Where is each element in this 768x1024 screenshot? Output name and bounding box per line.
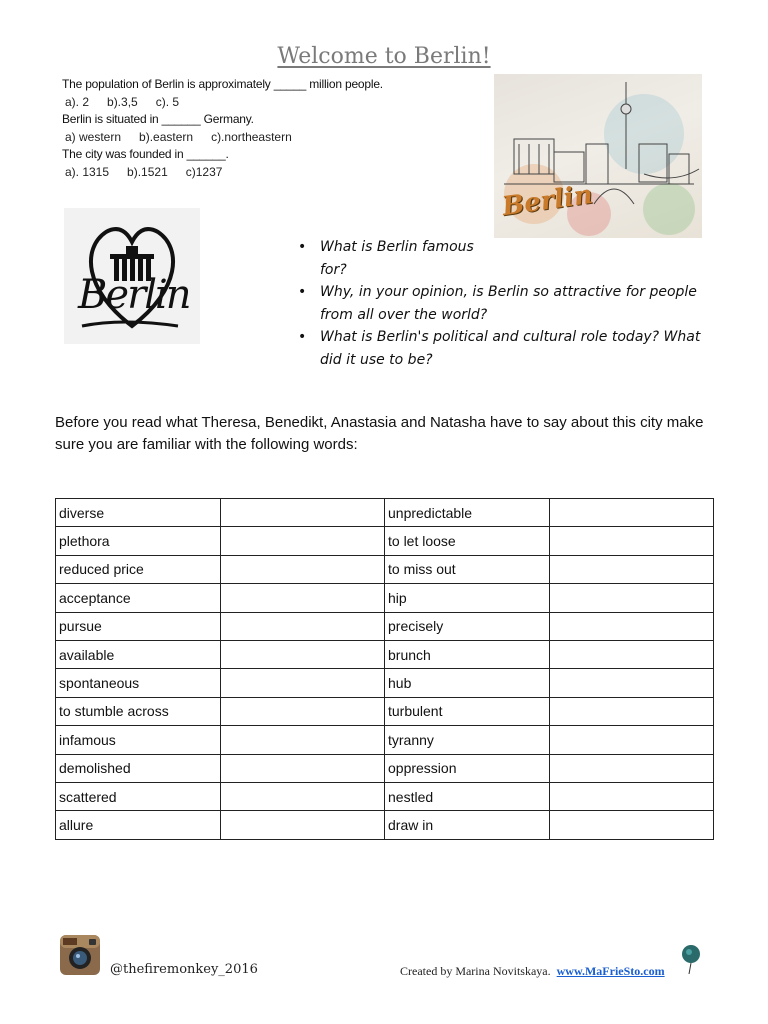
- credit-text: Created by Marina Novitskaya.: [400, 964, 551, 978]
- blank-cell[interactable]: [549, 811, 714, 839]
- vocab-word: allure: [56, 811, 221, 839]
- table-row: [56, 555, 714, 583]
- page-title: Welcome to Berlin!: [277, 44, 491, 69]
- quiz-option: b).1521: [127, 164, 168, 179]
- berlin-heart-logo: [64, 208, 200, 344]
- instagram-icon: [60, 935, 100, 975]
- vocab-word: infamous: [56, 726, 221, 754]
- instagram-handle: @thefiremonkey_2016: [110, 962, 258, 977]
- berlin-watercolor-image: [494, 74, 702, 238]
- blank-cell[interactable]: [549, 499, 714, 527]
- table-row: [56, 754, 714, 782]
- quiz-option: a) western: [65, 129, 122, 144]
- quiz-options-2: [62, 129, 383, 147]
- blank-cell[interactable]: [220, 669, 385, 697]
- blank-cell[interactable]: [220, 527, 385, 555]
- berlin-watercolor-label: Berlin: [500, 179, 595, 223]
- table-row: [56, 726, 714, 754]
- blank-cell[interactable]: [220, 499, 385, 527]
- blank-cell[interactable]: [220, 612, 385, 640]
- balloon-icon: [680, 944, 702, 974]
- vocab-word: reduced price: [56, 555, 221, 583]
- vocab-word: hip: [385, 584, 550, 612]
- table-row: [56, 697, 714, 725]
- heart-logo-label: Berlin: [78, 272, 190, 318]
- quiz-option: b).3,5: [107, 94, 138, 109]
- vocab-word: to let loose: [385, 527, 550, 555]
- vocab-word: acceptance: [56, 584, 221, 612]
- blank-cell[interactable]: [220, 584, 385, 612]
- quiz-option: a). 1315: [65, 164, 110, 179]
- quiz-options-1: [62, 94, 383, 112]
- vocab-word: turbulent: [385, 697, 550, 725]
- vocab-word: demolished: [56, 754, 221, 782]
- blank-cell[interactable]: [220, 555, 385, 583]
- blank-cell[interactable]: [549, 726, 714, 754]
- vocab-word: hub: [385, 669, 550, 697]
- discussion-questions: [298, 236, 718, 371]
- quiz-options-3: [62, 164, 383, 182]
- blank-cell[interactable]: [549, 669, 714, 697]
- vocab-word: available: [56, 640, 221, 668]
- quiz-section: [62, 76, 383, 181]
- blank-cell[interactable]: [220, 640, 385, 668]
- table-row: [56, 527, 714, 555]
- vocab-word: pursue: [56, 612, 221, 640]
- vocabulary-table: [55, 498, 714, 840]
- table-row: [56, 669, 714, 697]
- quiz-option: a). 2: [65, 94, 90, 109]
- quiz-option: c).northeastern: [211, 129, 292, 144]
- vocabulary-intro: Before you read what Theresa, Benedikt, Anastasia and Natasha have to say about this city make sure you are familiar with the following words:: [55, 414, 704, 453]
- vocab-word: to miss out: [385, 555, 550, 583]
- table-row: [56, 584, 714, 612]
- quiz-option: c). 5: [155, 94, 180, 109]
- blank-cell[interactable]: [220, 782, 385, 810]
- blank-cell[interactable]: [549, 697, 714, 725]
- blank-cell[interactable]: [220, 754, 385, 782]
- vocab-word: brunch: [385, 640, 550, 668]
- vocab-word: scattered: [56, 782, 221, 810]
- credit-line: [400, 964, 665, 979]
- table-row: [56, 499, 714, 527]
- question-item: • Why, in your opinion, is Berlin so attractive for people from all over the world?: [298, 281, 718, 326]
- vocab-word: draw in: [385, 811, 550, 839]
- blank-cell[interactable]: [549, 782, 714, 810]
- blank-cell[interactable]: [220, 726, 385, 754]
- table-row: [56, 612, 714, 640]
- blank-cell[interactable]: [549, 612, 714, 640]
- vocab-word: plethora: [56, 527, 221, 555]
- vocab-word: oppression: [385, 754, 550, 782]
- vocab-word: diverse: [56, 499, 221, 527]
- blank-cell[interactable]: [549, 555, 714, 583]
- vocab-word: nestled: [385, 782, 550, 810]
- table-row: [56, 782, 714, 810]
- vocab-word: to stumble across: [56, 697, 221, 725]
- vocab-word: tyranny: [385, 726, 550, 754]
- blank-cell[interactable]: [549, 754, 714, 782]
- vocab-word: precisely: [385, 612, 550, 640]
- quiz-question-2: Berlin is situated in ______ Germany.: [62, 112, 254, 126]
- vocab-word: unpredictable: [385, 499, 550, 527]
- quiz-question-1: The population of Berlin is approximately _____ million people.: [62, 77, 383, 91]
- credit-link[interactable]: www.MaFrieSto.com: [556, 964, 665, 978]
- quiz-option: b).eastern: [139, 129, 194, 144]
- blank-cell[interactable]: [549, 640, 714, 668]
- vocab-word: spontaneous: [56, 669, 221, 697]
- quiz-question-3: The city was founded in ______.: [62, 147, 229, 161]
- blank-cell[interactable]: [549, 584, 714, 612]
- quiz-option: c)1237: [185, 164, 223, 179]
- question-item: • What is Berlin's political and cultural role today? What did it use to be?: [298, 326, 718, 371]
- table-row: [56, 811, 714, 839]
- table-row: [56, 640, 714, 668]
- blank-cell[interactable]: [549, 527, 714, 555]
- blank-cell[interactable]: [220, 811, 385, 839]
- question-item: • What is Berlin famous for?: [298, 236, 718, 281]
- blank-cell[interactable]: [220, 697, 385, 725]
